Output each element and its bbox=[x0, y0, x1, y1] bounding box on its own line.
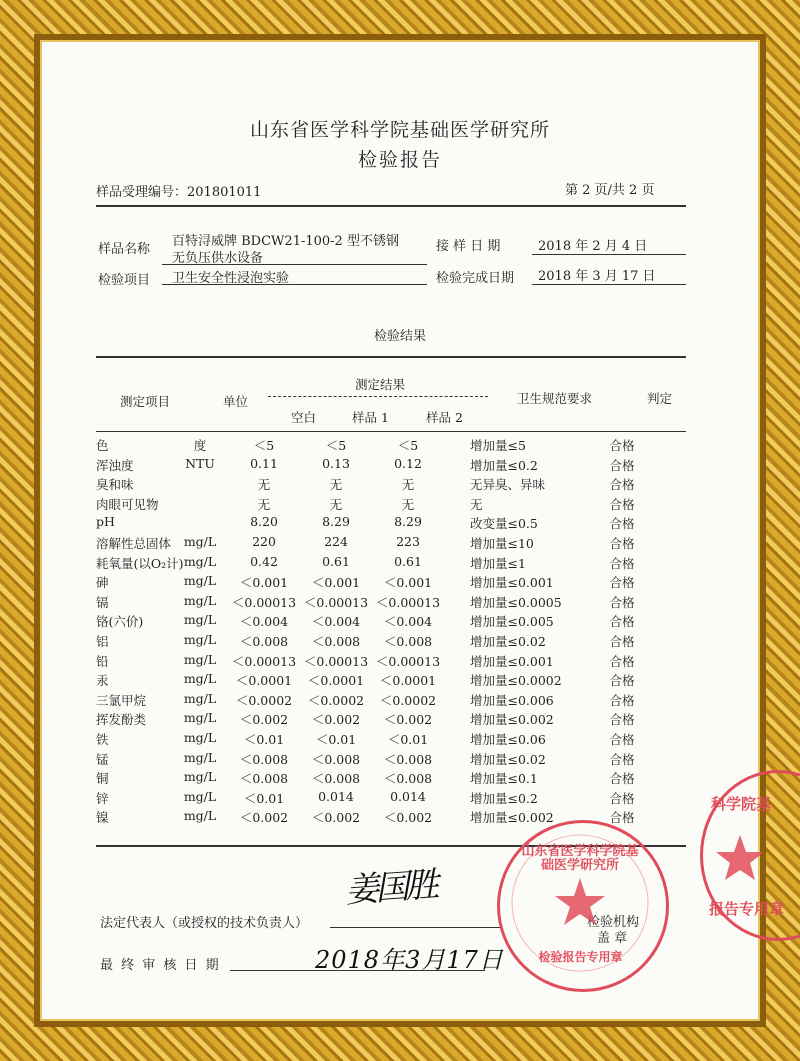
cell-item: 汞 bbox=[96, 673, 109, 689]
cell-std: 增加量≤10 bbox=[470, 536, 534, 551]
cell-s2: 223 bbox=[396, 534, 420, 549]
cell-std: 增加量≤0.1 bbox=[470, 771, 538, 787]
cell-s1: 0.61 bbox=[322, 553, 350, 569]
cell-s2: ＜0.0002 bbox=[379, 692, 437, 708]
cell-item: 臭和味 bbox=[96, 477, 134, 493]
cell-unit: mg/L bbox=[183, 710, 217, 726]
header-sample2: 样品 2 bbox=[426, 410, 463, 425]
cell-blank: ＜0.002 bbox=[239, 810, 289, 826]
cell-s2: 0.014 bbox=[390, 788, 426, 804]
underline bbox=[532, 254, 686, 255]
cell-std: 增加量≤0.002 bbox=[470, 712, 554, 728]
cell-unit: mg/L bbox=[183, 573, 217, 589]
cell-judge: 合格 bbox=[609, 614, 635, 630]
cell-s2: ＜0.002 bbox=[383, 810, 433, 826]
cell-item: 铬(六价) bbox=[96, 614, 144, 630]
cell-s1: 8.29 bbox=[322, 514, 350, 530]
cell-unit: mg/L bbox=[183, 730, 217, 745]
org-stamp-label-2: 盖 章 bbox=[597, 931, 628, 946]
cell-s2: ＜0.002 bbox=[383, 712, 433, 728]
cell-blank: ＜0.00013 bbox=[231, 594, 297, 610]
cell-judge: 合格 bbox=[609, 594, 635, 610]
cell-judge: 合格 bbox=[609, 555, 635, 571]
cell-judge: 合格 bbox=[609, 771, 635, 787]
cell-item: 肉眼可见物 bbox=[96, 496, 159, 512]
seal-text-top: 山东省医学科学院基础医学研究所 bbox=[521, 844, 639, 873]
cell-item: 溶解性总固体 bbox=[96, 536, 172, 551]
cell-judge: 合格 bbox=[609, 457, 635, 473]
cell-blank: 8.20 bbox=[250, 514, 278, 530]
cell-blank: 0.42 bbox=[250, 553, 278, 569]
underline bbox=[532, 284, 686, 285]
table-top-rule bbox=[96, 356, 686, 358]
cell-std: 增加量≤0.005 bbox=[470, 614, 554, 630]
header-measured: 测定结果 bbox=[355, 377, 406, 392]
cell-judge: 合格 bbox=[609, 575, 635, 591]
edge-seal-text-bottom: 报告专用章 bbox=[709, 900, 785, 918]
cell-s2: 8.29 bbox=[394, 514, 422, 530]
cell-s1: ＜0.002 bbox=[311, 810, 361, 826]
cell-judge: 合格 bbox=[609, 477, 635, 493]
cell-item: 铁 bbox=[96, 732, 109, 747]
cell-s1: ＜0.00013 bbox=[303, 594, 369, 610]
cell-s1: ＜5 bbox=[325, 438, 347, 453]
cell-s1: 224 bbox=[324, 534, 348, 549]
test-item-value: 卫生安全性浸泡实验 bbox=[172, 271, 290, 286]
cell-s2: ＜0.00013 bbox=[375, 594, 441, 610]
header-standard: 卫生规范要求 bbox=[517, 391, 593, 406]
cell-std: 增加量≤0.001 bbox=[470, 653, 554, 669]
cell-blank: ＜0.008 bbox=[239, 751, 289, 767]
cell-s1: ＜0.002 bbox=[311, 712, 361, 728]
edge-seal bbox=[700, 770, 800, 941]
cell-item: 挥发酚类 bbox=[96, 712, 147, 728]
cell-blank: ＜0.0002 bbox=[235, 692, 293, 708]
cell-judge: 合格 bbox=[609, 516, 635, 532]
edge-seal-text-top: 科学院基 bbox=[711, 795, 772, 813]
cell-s1: 无 bbox=[329, 496, 343, 512]
cell-s1: ＜0.004 bbox=[311, 614, 361, 630]
cell-s2: ＜0.00013 bbox=[375, 653, 441, 669]
review-date-handwritten: 2018年3月17日 bbox=[315, 946, 504, 974]
cell-blank: ＜5 bbox=[253, 438, 275, 453]
header-sample1: 样品 1 bbox=[352, 410, 389, 425]
cell-judge: 合格 bbox=[609, 790, 635, 806]
cell-judge: 合格 bbox=[609, 673, 635, 689]
cell-item: 铅 bbox=[96, 653, 109, 669]
cell-blank: ＜0.0001 bbox=[235, 673, 293, 689]
cell-s1: 0.13 bbox=[322, 455, 350, 471]
cell-s2: ＜0.0001 bbox=[379, 673, 437, 689]
cell-std: 无 bbox=[470, 496, 483, 512]
measured-dash-rule bbox=[268, 396, 488, 397]
cell-item: 镍 bbox=[96, 810, 109, 826]
cell-unit: mg/L bbox=[183, 769, 217, 785]
cell-blank: 0.11 bbox=[250, 455, 278, 471]
cell-item: 浑浊度 bbox=[96, 457, 134, 473]
cell-std: 增加量≤0.02 bbox=[470, 634, 546, 649]
cell-std: 增加量≤0.001 bbox=[470, 575, 554, 591]
cell-s2: ＜0.01 bbox=[387, 732, 429, 747]
cell-unit: mg/L bbox=[183, 671, 217, 687]
cell-judge: 合格 bbox=[609, 438, 635, 453]
cell-item: pH bbox=[96, 514, 115, 530]
seal-text-bottom: 检验报告专用章 bbox=[538, 950, 623, 964]
header-judgement: 判定 bbox=[647, 391, 673, 406]
underline bbox=[230, 970, 485, 971]
cell-s2: ＜0.004 bbox=[383, 614, 433, 630]
cell-item: 锰 bbox=[96, 751, 109, 767]
cell-blank: ＜0.008 bbox=[239, 634, 289, 649]
cell-s2: 0.12 bbox=[394, 455, 422, 471]
header-rule bbox=[96, 431, 686, 432]
cell-unit: mg/L bbox=[183, 788, 217, 804]
cell-unit: NTU bbox=[185, 455, 215, 471]
receive-date-label: 接 样 日 期 bbox=[436, 239, 501, 254]
cell-judge: 合格 bbox=[609, 712, 635, 728]
cell-unit: mg/L bbox=[183, 612, 217, 628]
cell-s1: ＜0.008 bbox=[311, 634, 361, 649]
cell-unit: mg/L bbox=[183, 651, 217, 667]
cell-std: 增加量≤0.0005 bbox=[470, 594, 562, 610]
cell-unit: mg/L bbox=[183, 592, 217, 608]
cell-s1: ＜0.00013 bbox=[303, 653, 369, 669]
cell-s2: ＜5 bbox=[397, 438, 419, 453]
cell-unit: 度 bbox=[193, 438, 207, 453]
cell-s2: 无 bbox=[401, 477, 415, 493]
cell-std: 增加量≤5 bbox=[470, 438, 526, 453]
cell-std: 增加量≤0.006 bbox=[470, 692, 554, 708]
cell-std: 增加量≤1 bbox=[470, 555, 526, 571]
legal-rep-label: 法定代表人（或授权的技术负责人） bbox=[100, 916, 309, 931]
sample-name-line2: 无负压供水设备 bbox=[172, 251, 264, 266]
cell-unit: mg/L bbox=[183, 749, 217, 765]
complete-date-label: 检验完成日期 bbox=[436, 271, 515, 286]
underline bbox=[162, 264, 427, 265]
review-date-label: 最 终 审 核 日 期 bbox=[100, 958, 221, 973]
cell-std: 增加量≤0.02 bbox=[470, 751, 546, 767]
cell-blank: 220 bbox=[252, 534, 276, 549]
cell-item: 铝 bbox=[96, 634, 109, 649]
cell-blank: ＜0.00013 bbox=[231, 653, 297, 669]
cell-s2: ＜0.008 bbox=[383, 751, 433, 767]
cell-s1: ＜0.0002 bbox=[307, 692, 365, 708]
cell-s1: ＜0.008 bbox=[311, 751, 361, 767]
underline bbox=[162, 284, 427, 285]
cell-judge: 合格 bbox=[609, 692, 635, 708]
cell-s1: 0.014 bbox=[318, 788, 354, 804]
divider bbox=[96, 205, 686, 207]
institute-title: 山东省医学科学院基础医学研究所 bbox=[249, 119, 550, 141]
cell-item: 砷 bbox=[96, 575, 109, 591]
test-item-label: 检验项目 bbox=[98, 273, 151, 288]
cell-s2: 0.61 bbox=[394, 553, 422, 569]
cell-std: 增加量≤0.002 bbox=[470, 810, 554, 826]
header-unit: 单位 bbox=[223, 394, 249, 409]
cell-s1: ＜0.01 bbox=[315, 732, 357, 747]
sample-name-line1: 百特浔威牌 BDCW21-100-2 型不锈钢 bbox=[172, 234, 399, 249]
cell-blank: ＜0.01 bbox=[243, 732, 285, 747]
cell-s1: ＜0.008 bbox=[311, 771, 361, 787]
cell-s2: ＜0.008 bbox=[383, 771, 433, 787]
cell-judge: 合格 bbox=[609, 732, 635, 747]
cell-std: 增加量≤0.0002 bbox=[470, 673, 562, 689]
cell-std: 增加量≤0.2 bbox=[470, 457, 538, 473]
cell-unit: mg/L bbox=[183, 690, 217, 706]
cell-blank: ＜0.008 bbox=[239, 771, 289, 787]
cell-judge: 合格 bbox=[609, 751, 635, 767]
cell-judge: 合格 bbox=[609, 536, 635, 551]
sample-name-label: 样品名称 bbox=[98, 242, 151, 257]
cell-blank: ＜0.004 bbox=[239, 614, 289, 630]
cell-std: 无异臭、异味 bbox=[470, 477, 546, 493]
cell-item: 铜 bbox=[96, 771, 109, 787]
cell-s2: 无 bbox=[401, 496, 415, 512]
underline bbox=[330, 927, 500, 928]
accept-number: 样品受理编号：201801011 bbox=[96, 185, 262, 200]
cell-item: 镉 bbox=[96, 594, 109, 610]
cell-judge: 合格 bbox=[609, 810, 635, 826]
cell-s1: ＜0.0001 bbox=[307, 673, 365, 689]
cell-judge: 合格 bbox=[609, 634, 635, 649]
cell-item: 耗氧量(以O₂计) bbox=[96, 555, 184, 571]
report-title: 检验报告 bbox=[357, 149, 442, 171]
cell-unit: mg/L bbox=[183, 632, 217, 647]
cell-item: 色 bbox=[96, 438, 109, 453]
page-info: 第 2 页/共 2 页 bbox=[565, 183, 655, 198]
cell-unit: mg/L bbox=[183, 534, 217, 549]
signature: 姜国胜 bbox=[343, 864, 437, 912]
cell-blank: ＜0.002 bbox=[239, 712, 289, 728]
cell-blank: ＜0.001 bbox=[239, 575, 289, 591]
cell-blank: 无 bbox=[257, 496, 271, 512]
cell-s1: ＜0.001 bbox=[311, 575, 361, 591]
cell-s2: ＜0.008 bbox=[383, 634, 433, 649]
cell-blank: 无 bbox=[257, 477, 271, 493]
cell-std: 改变量≤0.5 bbox=[470, 516, 538, 532]
cell-judge: 合格 bbox=[609, 496, 635, 512]
header-item: 测定项目 bbox=[120, 394, 171, 409]
results-title: 检验结果 bbox=[373, 329, 426, 344]
receive-date: 2018 年 2 月 4 日 bbox=[538, 239, 648, 254]
complete-date: 2018 年 3 月 17 日 bbox=[538, 269, 656, 284]
cell-s2: ＜0.001 bbox=[383, 575, 433, 591]
cell-blank: ＜0.01 bbox=[243, 790, 285, 806]
cell-unit: mg/L bbox=[183, 553, 217, 569]
header-blank: 空白 bbox=[291, 410, 317, 425]
cell-item: 锌 bbox=[96, 790, 109, 806]
cell-item: 三氯甲烷 bbox=[96, 692, 147, 708]
cell-s1: 无 bbox=[329, 477, 343, 493]
cell-std: 增加量≤0.2 bbox=[470, 790, 538, 806]
cell-std: 增加量≤0.06 bbox=[470, 732, 546, 747]
cell-judge: 合格 bbox=[609, 653, 635, 669]
cell-unit: mg/L bbox=[183, 808, 217, 824]
org-stamp-label: 检验机构 bbox=[587, 915, 640, 930]
